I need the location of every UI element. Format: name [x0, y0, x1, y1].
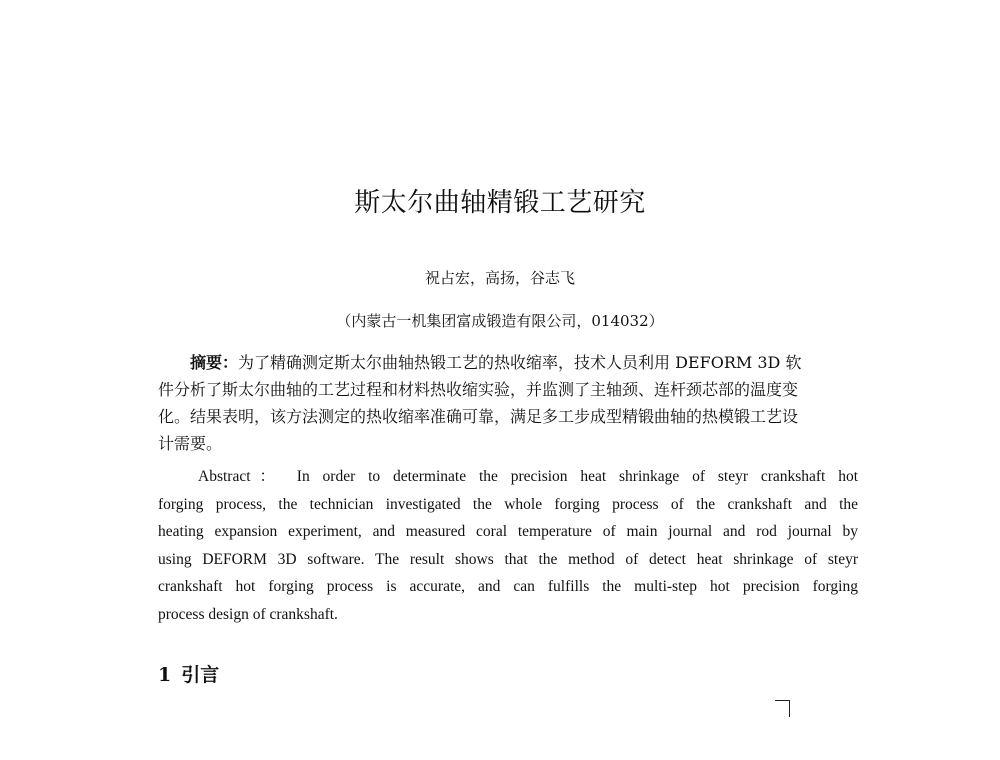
- abstract-cn-line: 化。结果表明，该方法测定的热收缩率准确可靠，满足多工步成型精锻曲轴的热模锻工艺设: [158, 407, 799, 426]
- abstract-en-line: forging process, the technician investigated the whole forging process of the crankshaft and the: [158, 495, 858, 513]
- abstract-en-label: Abstract：: [198, 468, 284, 485]
- crop-corner-mark: [775, 700, 790, 717]
- abstract-cn-line: 件分析了斯太尔曲轴的工艺过程和材料热收缩实验，并监测了主轴颈、连杆颈芯部的温度变: [158, 380, 799, 399]
- abstract-en-text: In order to determinate the precision heat shrinkage of steyr crankshaft hot: [296, 468, 859, 485]
- abstract-chinese: [158, 349, 858, 457]
- abstract-cn-line: [158, 349, 858, 376]
- abstract-en-line: process design of crankshaft.: [158, 605, 338, 623]
- abstract-en-line: crankshaft hot forging process is accurate, and can fulfills the multi-step hot precision forging: [158, 578, 858, 595]
- section-heading-introduction: [158, 660, 219, 687]
- abstract-cn-label: 摘要：: [190, 353, 239, 372]
- abstract-cn-text: 为了精确测定斯太尔曲轴热锻工艺的热收缩率，技术人员利用 DEFORM 3D 软: [238, 353, 802, 372]
- section-title: 引言: [181, 664, 220, 686]
- abstract-en-line: heating expansion experiment, and measured coral temperature of main journal and rod journal by: [158, 523, 858, 540]
- paper-affiliation: （内蒙古一机集团富成锻造有限公司，014032）: [336, 312, 664, 330]
- abstract-english: [158, 463, 858, 628]
- abstract-cn-line: 计需要。: [158, 434, 223, 453]
- section-number: 1: [158, 664, 172, 686]
- abstract-en-line: using DEFORM 3D software. The result shows that the method of detect heat shrinkage of steyr: [158, 550, 858, 568]
- abstract-en-line: [158, 463, 858, 491]
- paper-authors: 祝占宏，高扬，谷志飞: [424, 269, 575, 287]
- paper-title: 斯太尔曲轴精锻工艺研究: [354, 188, 646, 218]
